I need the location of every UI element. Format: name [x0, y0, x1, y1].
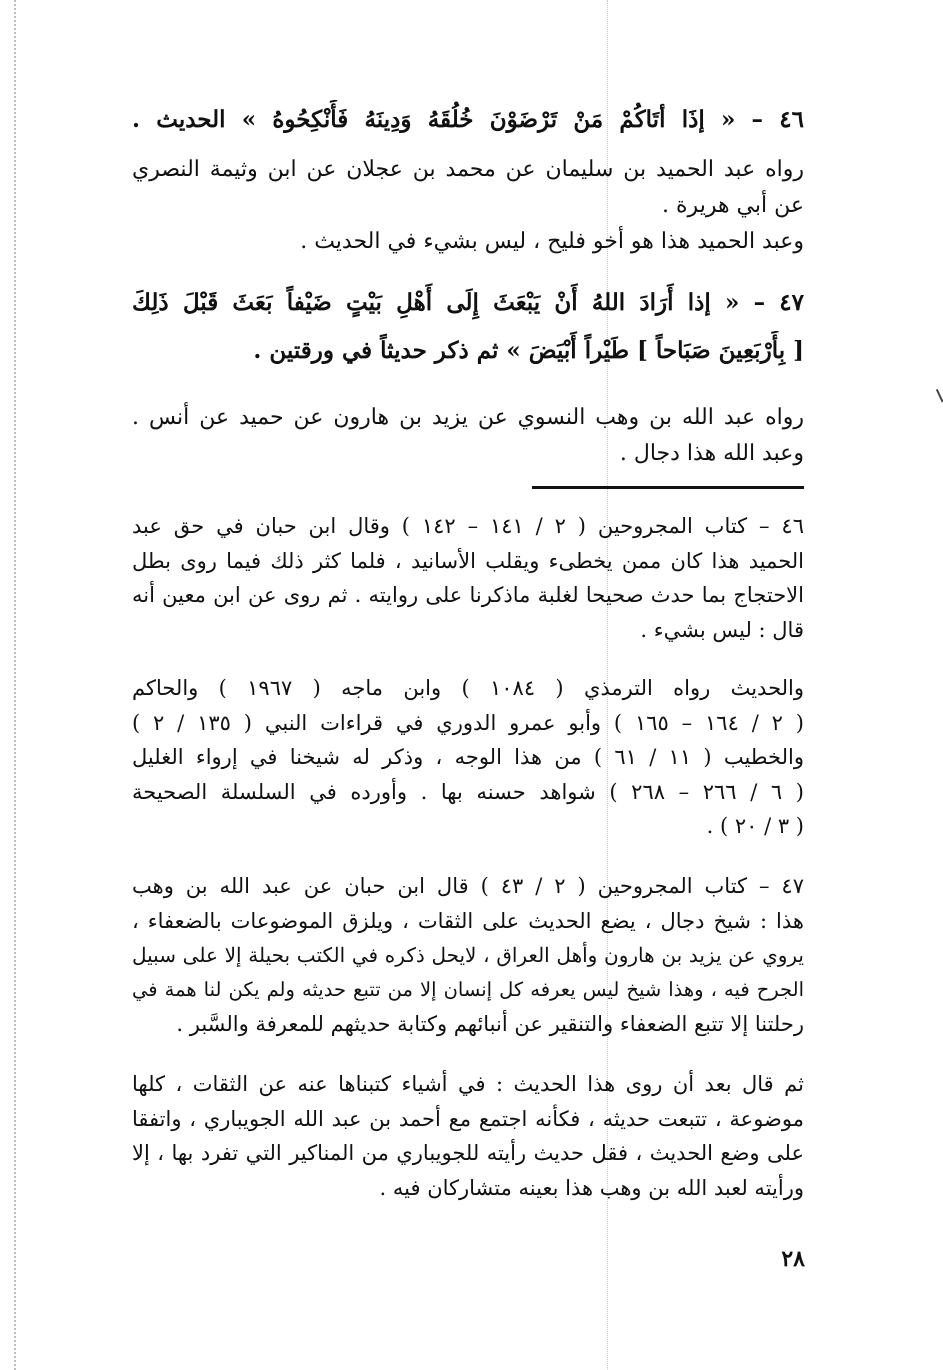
footnote-line: ورأيته لعبد الله بن وهب هذا بعينه متشاركان فيه .: [379, 1175, 804, 1200]
hadith-46-line: ٤٦ – « إذَا أتَاكُمْ مَنْ تَرْضَوْنَ خُلُقَهُ وَدِينَهُ فَأَنْكِحُوهُ » الحديث .: [132, 106, 804, 133]
footnote-line: موضوعة ، تتبعت حديثه ، فكأنه اجتمع مع أحمد بن عبد الله الجويباري ، واتفقا: [132, 1106, 804, 1131]
footnote-line: ٤٧ – كتاب المجروحين ( ٢ / ٤٣ ) قال ابن حبان عن عبد الله بن وهب: [132, 874, 804, 898]
commentary-line: رواه عبد الحميد بن سليمان عن محمد بن عجلان عن ابن وثيمة النصري: [132, 157, 804, 182]
footnote-line: هذا : شيخ دجال ، يضع الحديث على الثقات ، ويلزق الموضوعات بالضعفاء ،: [132, 908, 804, 933]
hadith-46-text: [132, 100, 804, 140]
footnote-line: يروي عن يزيد بن هارون وأهل العراق ، لايحل ذكره في الكتب بحيلة إلا على سبيل: [132, 943, 804, 967]
commentary-line: وعبد الله هذا دجال .: [619, 441, 804, 466]
footnote-line: على وضع الحديث ، فقل حديث رأيته للجويباري من المناكير التي تفرد بها ، إلا: [132, 1141, 804, 1165]
page-edge-mark: [930, 389, 943, 405]
footnote-line: الحميد هذا كان ممن يخطىء ويقلب الأسانيد ، فلما كثر ذلك فيما روى بطل: [132, 548, 804, 573]
footnote-line: ( ٣ / ٢٠ ) .: [706, 814, 804, 838]
footnote-line: الجرح فيه ، وهذا شيخ ليس يعرفه كل إنسان إلا من تتبع حديثه ولم يكن لنا همة في: [132, 977, 804, 1001]
footnote-line: ٤٦ – كتاب المجروحين ( ٢ / ١٤١ – ١٤٢ ) وقال ابن حبان في حق عبد: [132, 514, 804, 538]
footnote-line: قال : ليس بشيء .: [640, 617, 804, 642]
footnote-line: ثم قال بعد أن روى هذا الحديث : في أشياء كتبناها عنه عن الثقات ، كلها: [132, 1072, 804, 1096]
hadith-47-commentary: [132, 400, 804, 472]
hadith-47-text: [132, 283, 804, 371]
footnote-46: [132, 509, 804, 647]
commentary-line: رواه عبد الله بن وهب النسوي عن يزيد بن هارون عن حميد عن أنس .: [132, 405, 804, 430]
hadith-46-commentary: [132, 152, 804, 260]
footnote-line: الاحتجاج بما حدث صحيحا لغلبة ماذكرنا على روايته . ثم روى عن ابن معين أنه: [132, 583, 804, 607]
hadith-47-line: ٤٧ – « إذا أَرَادَ اللهُ أَنْ يَبْعَثَ إِلَى أَهْلِ بَيْتٍ ضَيْفاً بَعَثَ قَبْلَ ذَلِكَ: [132, 289, 804, 316]
footnote-line: رحلتنا إلا تتبع الضعفاء والتنقير عن أنبائهم وكتابة حديثهم للمعرفة والسَّبر .: [176, 1012, 804, 1036]
footnote-47-continued: [132, 1067, 804, 1205]
footnote-47: [132, 869, 804, 1042]
footnote-line: ( ٢ / ١٦٤ – ١٦٥ ) وأبو عمرو الدوري في قراءات النبي ( ١٣٥ / ٢ ): [132, 710, 804, 735]
footnote-separator-rule: [532, 486, 804, 489]
hadith-47-line: [ بِأَرْبَعِينَ صَبَاحاً ] طَيْراً أَبْيَضَ » ثم ذكر حديثاً في ورقتين .: [253, 337, 804, 364]
scan-dotted-line-left: [14, 0, 16, 1370]
footnote-46-sources: [132, 671, 804, 844]
footnote-line: ( ٦ / ٢٦٦ – ٢٦٨ ) شواهد حسنه بها . وأورده في السلسلة الصحيحة: [132, 779, 804, 804]
footnote-line: والحديث رواه الترمذي ( ١٠٨٤ ) وابن ماجه ( ١٩٦٧ ) والحاكم: [132, 676, 804, 700]
page-number: ٢٨: [781, 1246, 805, 1272]
footnote-line: والخطيب ( ١١ / ٦١ ) من هذا الوجه ، وذكر له شيخنا في إرواء الغليل: [132, 745, 804, 769]
commentary-line: وعبد الحميد هذا هو أخو فليح ، ليس بشيء في الحديث .: [300, 229, 804, 254]
commentary-line: عن أبي هريرة .: [662, 193, 804, 218]
